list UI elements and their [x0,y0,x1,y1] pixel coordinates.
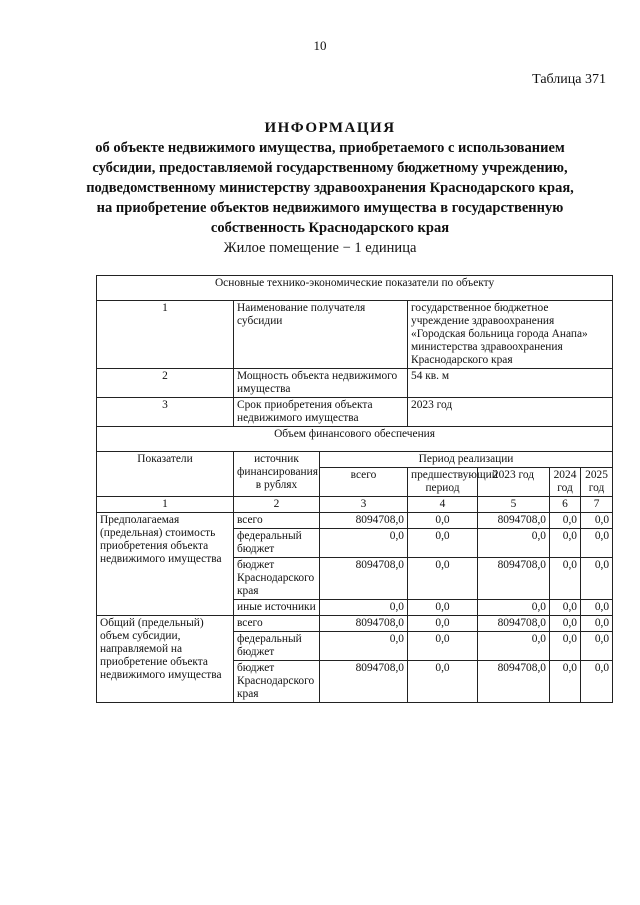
value-total: 0,0 [320,632,408,661]
section1-row-label: Мощность объекта недвижимого имущества [234,369,408,398]
value-2023: 0,0 [478,632,550,661]
col-2025-header: 2025 год [581,468,613,497]
indicator-label: Предполагаемая (предельная) стоимость приобретения объекта недвижимого имущества [97,513,234,616]
value-2024: 0,0 [550,513,581,529]
value-2023: 8094708,0 [478,558,550,600]
section1-row-number: 2 [97,369,234,398]
value-2024: 0,0 [550,600,581,616]
title-line-6: собственность Краснодарского края [210,220,450,236]
column-number: 3 [320,497,408,513]
column-number: 5 [478,497,550,513]
col-period-header: Период реализации [320,452,613,468]
value-2023: 0,0 [478,600,550,616]
col-prev-header: предшествующий период [408,468,478,497]
value-prev: 0,0 [408,616,478,632]
value-total: 0,0 [320,529,408,558]
value-2024: 0,0 [550,616,581,632]
value-total: 8094708,0 [320,616,408,632]
source-label: всего [234,513,320,529]
section1-row-value: государственное бюджетное учреждение здравоохранения «Городская больница города Анапа» министерства здравоохранения Краснодарского края [408,301,613,369]
value-prev: 0,0 [408,661,478,703]
source-label: иные источники [234,600,320,616]
value-total: 8094708,0 [320,558,408,600]
value-2025: 0,0 [581,632,613,661]
value-2023: 8094708,0 [478,513,550,529]
value-2023: 0,0 [478,529,550,558]
value-2024: 0,0 [550,558,581,600]
section1-header-row [97,276,613,301]
source-label: федеральный бюджет [234,632,320,661]
value-2025: 0,0 [581,558,613,600]
info-table [96,275,613,703]
value-total: 0,0 [320,600,408,616]
title-line-4: подведомственному министерству здравоохранения Краснодарского края, [86,180,574,196]
value-prev: 0,0 [408,529,478,558]
value-prev: 0,0 [408,632,478,661]
section1-row-label: Наименование получателя субсидии [234,301,408,369]
source-label: федеральный бюджет [234,529,320,558]
section1-header: Основные технико-экономические показатели по объекту [97,276,613,301]
column-numbers-row [97,497,613,513]
section1-row-value: 54 кв. м [408,369,613,398]
value-prev: 0,0 [408,513,478,529]
col-indicators-header: Показатели [97,452,234,497]
object-subtitle: Жилое помещение − 1 единица [223,240,417,256]
document-title [60,118,600,238]
section2-header-row [97,427,613,452]
section2-header: Объем финансового обеспечения [97,427,613,452]
value-total: 8094708,0 [320,661,408,703]
title-line-2: об объекте недвижимого имущества, приобретаемого с использованием [95,140,565,156]
title-line-1: ИНФОРМАЦИЯ [264,120,396,136]
table-label: Таблица 371 [532,72,606,87]
title-line-5: на приобретение объектов недвижимого имущества в государственную [96,200,564,216]
col-2024-header: 2024 год [550,468,581,497]
col-source-header: источник финансирования в рублях [234,452,320,497]
value-2025: 0,0 [581,600,613,616]
value-2025: 0,0 [581,616,613,632]
column-number: 7 [581,497,613,513]
column-number: 6 [550,497,581,513]
section1-row-number: 3 [97,398,234,427]
value-2023: 8094708,0 [478,661,550,703]
page-number: 10 [313,38,327,53]
value-2024: 0,0 [550,529,581,558]
value-prev: 0,0 [408,558,478,600]
section1-row [97,301,613,369]
value-2025: 0,0 [581,529,613,558]
value-2023: 8094708,0 [478,616,550,632]
value-2024: 0,0 [550,661,581,703]
indicator-label: Общий (предельный) объем субсидии, направляемой на приобретение объекта недвижимого имущества [97,616,234,703]
finance-row [97,616,613,632]
source-label: бюджет Краснодарского края [234,558,320,600]
value-2025: 0,0 [581,513,613,529]
column-number: 4 [408,497,478,513]
source-label: бюджет Краснодарского края [234,661,320,703]
section1-row-label: Срок приобретения объекта недвижимого имущества [234,398,408,427]
section1-row-number: 1 [97,301,234,369]
value-2024: 0,0 [550,632,581,661]
value-total: 8094708,0 [320,513,408,529]
title-line-3: субсидии, предоставляемой государственному бюджетному учреждению, [92,160,568,176]
value-2025: 0,0 [581,661,613,703]
finance-row [97,513,613,529]
section1-row-value: 2023 год [408,398,613,427]
column-number: 1 [97,497,234,513]
col-2023-header: 2023 год [478,468,550,497]
section1-row [97,398,613,427]
section1-row [97,369,613,398]
col-total-header: всего [320,468,408,497]
value-prev: 0,0 [408,600,478,616]
column-header-row [97,452,613,468]
source-label: всего [234,616,320,632]
column-number: 2 [234,497,320,513]
